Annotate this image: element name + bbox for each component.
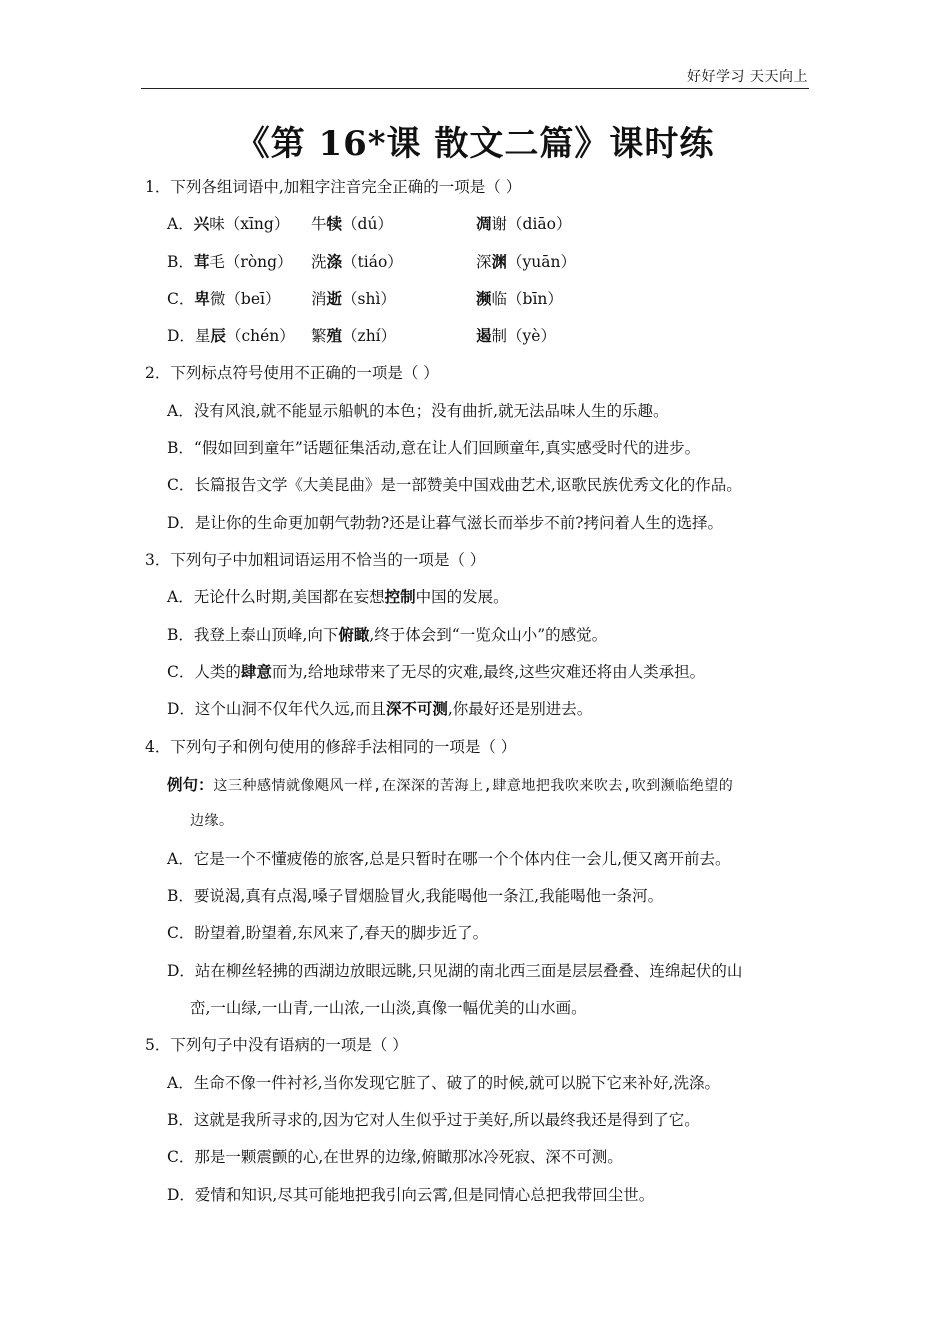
- q4-option-c: C．盼望着,盼望着,东风来了,春天的脚步近了。: [167, 924, 489, 942]
- q4-option-b: B．要说渴,真有点渴,嗓子冒烟脸冒火,我能喝他一条江,我能喝他一条河。: [167, 887, 664, 905]
- q1-option-d: D．星辰（chén）: [167, 326, 295, 345]
- q3-option-d: D．这个山洞不仅年代久远,而且深不可测,你最好还是别进去。: [167, 699, 593, 718]
- q1-option-a-word3: 凋谢（diāo）: [476, 214, 572, 233]
- question-2-stem: 2．下列标点符号使用不正确的一项是（ ）: [145, 364, 439, 382]
- question-4-stem: 4．下列句子和例句使用的修辞手法相同的一项是（ ）: [145, 738, 517, 756]
- q1-option-c-word2: 消逝（shì）: [311, 289, 396, 308]
- q3-option-a: A．无论什么时期,美国都在妄想控制中国的发展。: [167, 587, 509, 606]
- q1-option-a: A．兴味（xīng）: [167, 214, 290, 233]
- q1-option-b: B．茸毛（ròng）: [167, 252, 293, 271]
- q1-option-a-word2: 牛犊（dú）: [311, 214, 393, 233]
- q5-option-c: C．那是一颗震颤的心,在世界的边缘,俯瞰那冰冷死寂、深不可测。: [167, 1148, 623, 1166]
- q5-option-a: A．生命不像一件衬衫,当你发现它脏了、破了的时候,就可以脱下它来补好,洗涤。: [167, 1074, 720, 1092]
- q1-option-b-word3: 深渊（yuān）: [476, 252, 576, 271]
- q1-option-c: C．卑微（beī）: [167, 289, 281, 308]
- q3-option-b: B．我登上泰山顶峰,向下俯瞰,终于体会到“一览众山小”的感觉。: [167, 625, 608, 644]
- q1-option-b-word2: 洗涤（tiáo）: [311, 252, 403, 271]
- q2-option-c: C．长篇报告文学《大美昆曲》是一部赞美中国戏曲艺术,讴歌民族优秀文化的作品。: [167, 476, 742, 494]
- q4-example-sentence: 例句：这三种感情就像飓风一样,在深深的苦海上,肆意地把我吹来吹去,吹到濒临绝望的: [167, 775, 734, 794]
- q5-option-d: D．爱情和知识,尽其可能地把我引向云霄,但是同情心总把我带回尘世。: [167, 1186, 655, 1204]
- question-1-stem: 1．下列各组词语中,加粗字注音完全正确的一项是（ ）: [145, 178, 522, 196]
- q4-option-d: D．站在柳丝轻拂的西湖边放眼远眺,只见湖的南北西三面是层层叠叠、连绵起伏的山: [167, 962, 743, 980]
- header-divider: [141, 88, 809, 89]
- question-3-stem: 3．下列句子中加粗词语运用不恰当的一项是（ ）: [145, 551, 486, 569]
- page-header-motto: 好好学习 天天向上: [687, 69, 808, 85]
- page-title: 《第 16*课 散文二篇》课时练: [235, 124, 715, 164]
- q1-option-d-word3: 遏制（yè）: [476, 326, 556, 345]
- q1-option-d-word2: 繁殖（zhí）: [311, 326, 397, 345]
- q4-option-a: A．它是一个不懂疲倦的旅客,总是只暂时在哪一个个体内住一会儿,便又离开前去。: [167, 850, 731, 868]
- question-5-stem: 5．下列句子中没有语病的一项是（ ）: [145, 1036, 408, 1054]
- q5-option-b: B．这就是我所寻求的,因为它对人生似乎过于美好,所以最终我还是得到了它。: [167, 1111, 700, 1129]
- q2-option-a: A．没有风浪,就不能显示船帆的本色；没有曲折,就无法品味人生的乐趣。: [167, 402, 669, 420]
- q3-option-c: C．人类的肆意而为,给地球带来了无尽的灾难,最终,这些灾难还将由人类承担。: [167, 662, 706, 681]
- q2-option-b: B．“假如回到童年”话题征集活动,意在让人们回顾童年,真实感受时代的进步。: [167, 439, 701, 457]
- q2-option-d: D．是让你的生命更加朝气勃勃?还是让暮气滋长而举步不前?拷问着人生的选择。: [167, 514, 724, 532]
- q4-option-d-continuation: 峦,一山绿,一山青,一山浓,一山淡,真像一幅优美的山水画。: [190, 999, 587, 1017]
- q4-example-continuation: 边缘。: [190, 813, 234, 829]
- q1-option-c-word3: 濒临（bīn）: [476, 289, 563, 308]
